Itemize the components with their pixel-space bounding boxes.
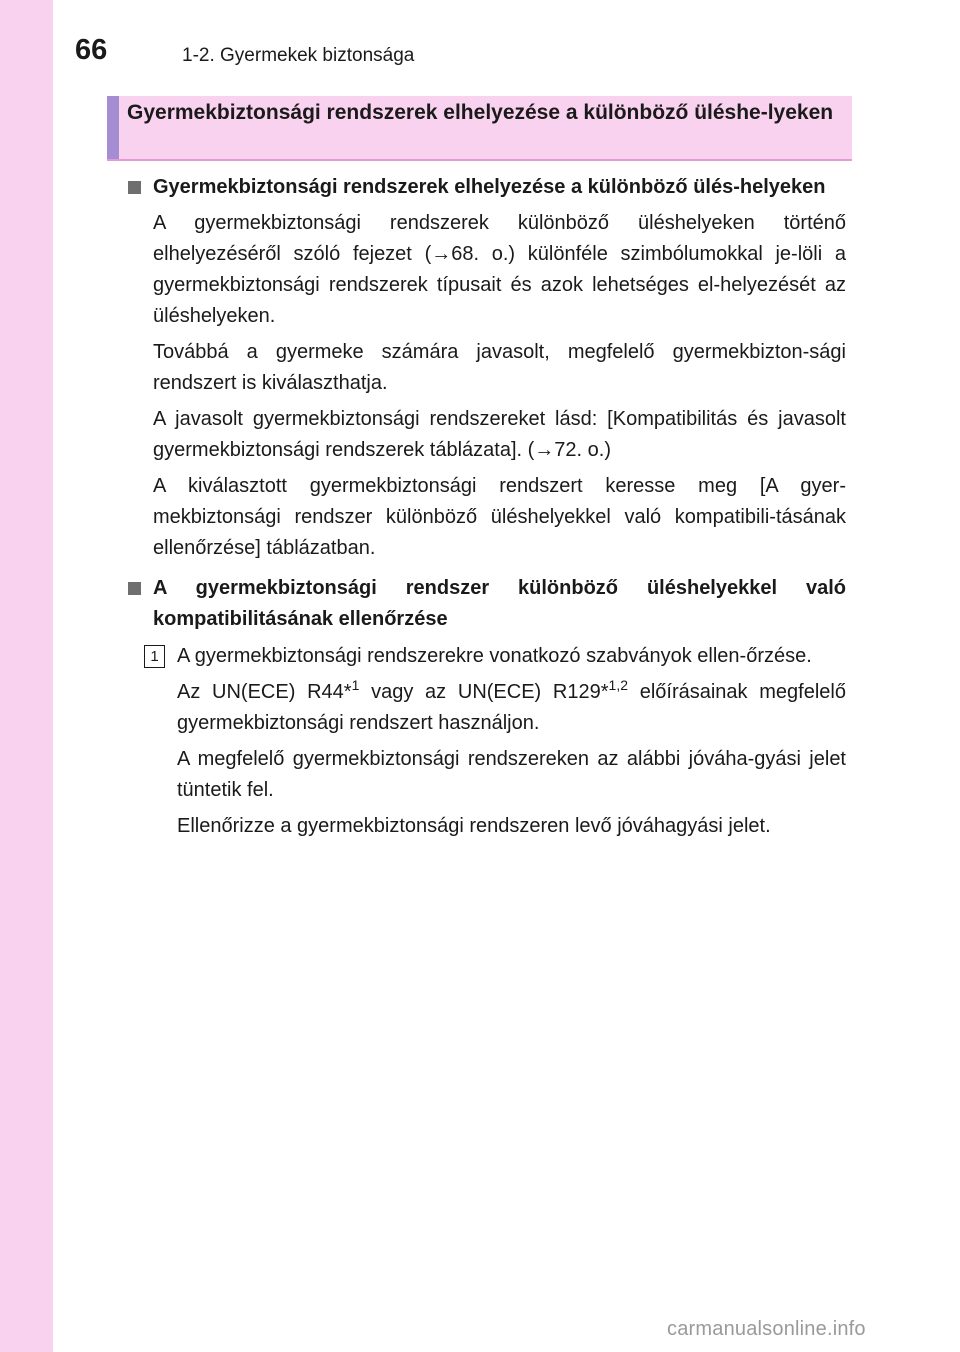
step-text: A gyermekbiztonsági rendszerekre vonatkozó szabványok ellen-őrzése. bbox=[177, 645, 812, 667]
footnote-ref: 1 bbox=[351, 677, 360, 693]
square-bullet-icon bbox=[128, 582, 141, 595]
square-bullet-icon bbox=[128, 181, 141, 194]
standards-paragraph bbox=[177, 677, 846, 739]
section-banner bbox=[107, 96, 852, 161]
side-color-band bbox=[0, 0, 53, 1352]
subheading-placement-text: Gyermekbiztonsági rendszerek elhelyezése a különböző ülés-helyeken bbox=[153, 176, 826, 198]
footnote-ref: 1,2 bbox=[608, 677, 628, 693]
footnote-star: * bbox=[600, 681, 609, 703]
paragraph: Ellenőrizze a gyermekbiztonsági rendszeren levő jóváhagyási jelet. bbox=[177, 815, 771, 837]
section-title: Gyermekbiztonsági rendszerek elhelyezése a különböző üléshe-lyeken bbox=[127, 101, 834, 124]
step-number-box: 1 bbox=[144, 645, 165, 668]
standards-suffix: előírásainak megfelelő gyermekbiztonsági rendszert használjon. bbox=[177, 681, 846, 734]
paragraph: Továbbá a gyermeke számára javasolt, megfelelő gyermekbizton-sági rendszert is kiválaszthatja. bbox=[153, 341, 846, 394]
section-banner-accent-bar bbox=[107, 96, 119, 159]
main-content bbox=[127, 168, 846, 842]
subheading-compatibility-text: A gyermekbiztonsági rendszer különböző üléshelyekkel való kompatibilitásának ellenőrzése bbox=[153, 577, 846, 630]
page-number: 66 bbox=[75, 34, 108, 66]
footnote-star: * bbox=[343, 681, 352, 703]
breadcrumb: 1-2. Gyermekek biztonsága bbox=[182, 45, 415, 66]
subheading-placement bbox=[127, 172, 846, 203]
paragraph: A megfelelő gyermekbiztonsági rendszereken az alábbi jóváha-gyási jelet tüntetik fel. bbox=[177, 748, 846, 801]
paragraph: A javasolt gyermekbiztonsági rendszereket lásd: [Kompatibilitás és javasolt gyermekbiztonsági rendszerek táblázata]. (→72. o.) bbox=[153, 408, 846, 461]
subheading-compatibility bbox=[127, 573, 846, 635]
paragraph: A gyermekbiztonsági rendszerek különböző üléshelyeken történő elhelyezéséről szóló fejezet (→68. o.) különféle szimbólumokkal je-löli a gyermekbiztonsági rendszerek típusait és azok lehetséges el-helyezését az üléshelyeken. bbox=[153, 212, 846, 327]
watermark: carmanualsonline.info bbox=[667, 1318, 866, 1340]
step-1 bbox=[127, 641, 846, 842]
paragraph: A kiválasztott gyermekbiztonsági rendszert keresse meg [A gyer-mekbiztonsági rendszer különböző üléshelyekkel való kompatibili-tásának ellenőrzése] táblázatban. bbox=[153, 475, 846, 559]
standards-prefix: Az UN(ECE) R44 bbox=[177, 681, 344, 703]
standards-middle: vagy az UN(ECE) R129 bbox=[359, 681, 601, 703]
